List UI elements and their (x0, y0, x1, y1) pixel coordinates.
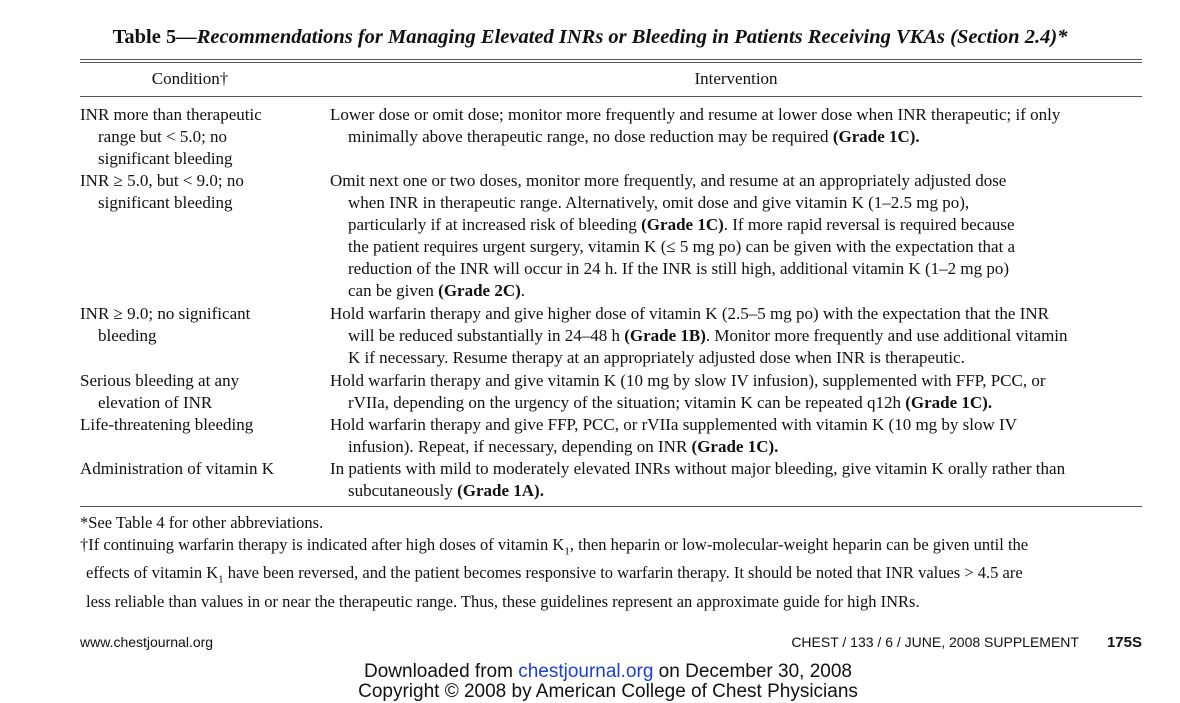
grade-label: (Grade 1C) (641, 215, 724, 234)
condition-line: range but < 5.0; no (98, 127, 228, 146)
grade-label: (Grade 1B) (624, 326, 706, 345)
condition-line: Life-threatening bleeding (80, 415, 254, 434)
grade-label: (Grade 1C). (832, 127, 920, 146)
table-row-6-intervention (330, 458, 1142, 502)
intervention-line (330, 214, 1142, 236)
table-row-2-condition (80, 170, 320, 214)
table-row-5-condition (80, 414, 320, 436)
intervention-text: can be given (348, 281, 434, 300)
intervention-line: Hold warfarin therapy and give FFP, PCC, or rVIIa supplemented with vitamin K (10 mg by slow IV (330, 415, 1017, 434)
intervention-line: when INR in therapeutic range. Alternatively, omit dose and give vitamin K (1–2.5 mg po), (348, 193, 970, 212)
intervention-text: subcutaneously (348, 481, 453, 500)
intervention-text: . (520, 281, 526, 300)
intervention-line (330, 325, 1142, 347)
grade-label: (Grade 1C). (905, 393, 993, 412)
table-title (0, 26, 1180, 49)
intervention-line (330, 280, 1142, 302)
condition-line: significant bleeding (98, 149, 233, 168)
table-row-4-intervention (330, 370, 1142, 414)
top-rule-1 (80, 59, 1142, 60)
grade-label: (Grade 1A). (457, 481, 544, 500)
condition-line: Serious bleeding at any (80, 371, 240, 390)
table-title-text: —Recommendations for Managing Elevated INRs or Bleeding in Patients Receiving VKAs (Section 2.4)* (176, 26, 1068, 48)
footnote-text: effects of vitamin K (86, 563, 219, 583)
condition-line: significant bleeding (98, 193, 233, 212)
table-row-2-intervention (330, 170, 1142, 302)
intervention-line: reduction of the INR will occur in 24 h. If the INR is still high, additional vitamin K (1–2 mg po) (348, 259, 1010, 278)
condition-line: Administration of vitamin K (80, 459, 275, 478)
top-rule-2 (80, 62, 1142, 63)
subscript: 1 (218, 573, 224, 586)
footnote-abbreviations: *See Table 4 for other abbreviations. (80, 513, 324, 532)
intervention-line: In patients with mild to moderately elevated INRs without major bleeding, give vitamin K orally rather than (330, 459, 1066, 478)
table-row-6-condition (80, 458, 320, 480)
condition-line: INR ≥ 5.0, but < 9.0; no (80, 171, 244, 190)
grade-label: (Grade 2C) (438, 281, 521, 300)
condition-line: bleeding (98, 326, 157, 345)
intervention-line: Hold warfarin therapy and give vitamin K (10 mg by slow IV infusion), supplemented with FFP, PCC, or (330, 371, 1046, 390)
intervention-line: K if necessary. Resume therapy at an appropriately adjusted dose when INR is therapeutic. (348, 348, 965, 367)
journal-website: www.chestjournal.org (80, 634, 214, 650)
intervention-line (330, 436, 1142, 458)
table-row-4-condition (80, 370, 320, 414)
download-text: on December 30, 2008 (653, 661, 852, 682)
intervention-text: minimally above therapeutic range, no dose reduction may be required (348, 127, 829, 146)
table-row-3-intervention (330, 303, 1142, 369)
intervention-text: . If more rapid reversal is required because (723, 215, 1015, 234)
footnote-text: , then heparin or low-molecular-weight heparin can be given until the (569, 535, 1029, 554)
grade-label: (Grade 1C). (691, 437, 779, 456)
download-text: Downloaded from (364, 661, 519, 682)
download-notice (0, 661, 1180, 683)
subscript: 1 (564, 545, 570, 558)
intervention-line (330, 392, 1142, 414)
page-number: 175S (1106, 634, 1142, 651)
intervention-text: particularly if at increased risk of bleeding (348, 215, 637, 234)
table-row-1-condition (80, 104, 320, 170)
intervention-line: Omit next one or two doses, monitor more frequently, and resume at an appropriately adjusted dose (330, 171, 1007, 190)
citation-text: CHEST / 133 / 6 / JUNE, 2008 SUPPLEMENT (791, 634, 1079, 650)
footnote-text: †If continuing warfarin therapy is indicated after high doses of vitamin K (80, 535, 565, 554)
intervention-text: rVIIa, depending on the urgency of the situation; vitamin K can be repeated q12h (348, 393, 901, 412)
intervention-header: Intervention (694, 69, 778, 88)
table-row-5-intervention (330, 414, 1142, 458)
footnote-line (80, 562, 1145, 590)
table-row-1-intervention (330, 104, 1142, 148)
intervention-line: Lower dose or omit dose; monitor more frequently and resume at lower dose when INR therapeutic; if only (330, 105, 1061, 124)
footnote-text: have been reversed, and the patient becomes responsive to warfarin therapy. It should be noted that INR values > 4.5 are (223, 563, 1023, 583)
journal-citation (791, 634, 1142, 651)
intervention-line (330, 126, 1142, 148)
footnote-line: less reliable than values in or near the therapeutic range. Thus, these guidelines represent an approximate guide for high INRs. (86, 591, 920, 611)
download-link[interactable]: chestjournal.org (518, 661, 654, 682)
intervention-text: infusion). Repeat, if necessary, depending on INR (348, 437, 688, 456)
condition-line: elevation of INR (98, 393, 213, 412)
intervention-line (330, 480, 1142, 502)
bottom-rule (80, 506, 1142, 507)
condition-line: INR more than therapeutic (80, 105, 262, 124)
header-rule (80, 96, 1142, 97)
intervention-line: Hold warfarin therapy and give higher dose of vitamin K (2.5–5 mg po) with the expectation that the INR (330, 304, 1050, 323)
footnote-line (80, 534, 1145, 562)
condition-header: Condition† (151, 69, 229, 88)
intervention-line: the patient requires urgent surgery, vitamin K (≤ 5 mg po) can be given with the expectation that a (348, 237, 1016, 256)
copyright-notice: Copyright © 2008 by American College of Chest Physicians (358, 681, 858, 702)
intervention-text: will be reduced substantially in 24–48 h (348, 326, 620, 345)
intervention-text: . Monitor more frequently and use additional vitamin (705, 326, 1068, 345)
footnote-dagger (80, 534, 1145, 613)
condition-line: INR ≥ 9.0; no significant (80, 304, 251, 323)
table-title-lead: Table 5 (112, 26, 177, 48)
table-row-3-condition (80, 303, 320, 347)
